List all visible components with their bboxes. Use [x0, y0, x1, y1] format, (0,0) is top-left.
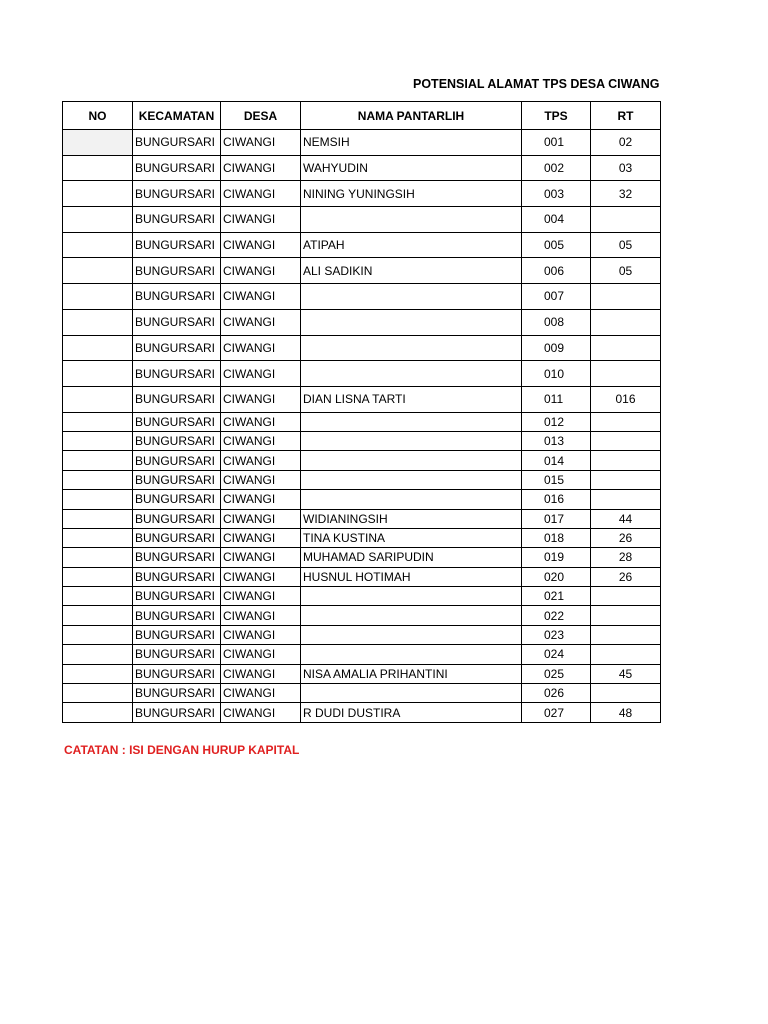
cell-nama-pantarlih	[301, 207, 522, 233]
table-row	[63, 528, 661, 547]
table-row	[63, 703, 661, 722]
cell-nama-pantarlih: MUHAMAD SARIPUDIN	[301, 548, 522, 567]
cell-nama-pantarlih: DIAN LISNA TARTI	[301, 386, 522, 412]
table-row	[63, 664, 661, 683]
cell-desa: CIWANGI	[221, 625, 301, 644]
cell-kecamatan: BUNGURSARI	[133, 490, 221, 509]
cell-desa: CIWANGI	[221, 664, 301, 683]
cell-no	[63, 361, 133, 387]
cell-kecamatan: BUNGURSARI	[133, 335, 221, 361]
cell-nama-pantarlih: WIDIANINGSIH	[301, 509, 522, 528]
table-row	[63, 470, 661, 489]
cell-tps: 007	[522, 284, 591, 310]
cell-no	[63, 664, 133, 683]
cell-no	[63, 528, 133, 547]
cell-tps: 020	[522, 567, 591, 586]
cell-tps: 014	[522, 451, 591, 470]
cell-rt	[591, 361, 661, 387]
cell-rt: 05	[591, 258, 661, 284]
cell-kecamatan: BUNGURSARI	[133, 684, 221, 703]
cell-kecamatan: BUNGURSARI	[133, 625, 221, 644]
cell-rt	[591, 684, 661, 703]
cell-desa: CIWANGI	[221, 258, 301, 284]
cell-nama-pantarlih: HUSNUL HOTIMAH	[301, 567, 522, 586]
cell-nama-pantarlih: ALI SADIKIN	[301, 258, 522, 284]
cell-rt	[591, 207, 661, 233]
cell-nama-pantarlih	[301, 412, 522, 431]
cell-nama-pantarlih: NEMSIH	[301, 130, 522, 156]
cell-desa: CIWANGI	[221, 567, 301, 586]
cell-no	[63, 284, 133, 310]
cell-kecamatan: BUNGURSARI	[133, 645, 221, 664]
cell-tps: 022	[522, 606, 591, 625]
cell-no	[63, 490, 133, 509]
cell-no	[63, 386, 133, 412]
cell-tps: 012	[522, 412, 591, 431]
cell-nama-pantarlih	[301, 431, 522, 450]
cell-no	[63, 335, 133, 361]
cell-nama-pantarlih	[301, 587, 522, 606]
cell-tps: 016	[522, 490, 591, 509]
cell-no	[63, 155, 133, 181]
cell-nama-pantarlih: WAHYUDIN	[301, 155, 522, 181]
cell-desa: CIWANGI	[221, 470, 301, 489]
header-no: NO	[63, 102, 133, 130]
cell-tps: 009	[522, 335, 591, 361]
cell-rt: 03	[591, 155, 661, 181]
cell-rt	[591, 451, 661, 470]
cell-tps: 013	[522, 431, 591, 450]
header-rt: RT	[591, 102, 661, 130]
cell-rt	[591, 431, 661, 450]
cell-desa: CIWANGI	[221, 412, 301, 431]
table-header-row	[63, 102, 661, 130]
cell-nama-pantarlih	[301, 606, 522, 625]
table-row	[63, 284, 661, 310]
cell-desa: CIWANGI	[221, 509, 301, 528]
cell-no	[63, 470, 133, 489]
cell-nama-pantarlih	[301, 361, 522, 387]
cell-kecamatan: BUNGURSARI	[133, 431, 221, 450]
table-row	[63, 361, 661, 387]
cell-rt	[591, 587, 661, 606]
cell-desa: CIWANGI	[221, 490, 301, 509]
table-row	[63, 309, 661, 335]
cell-nama-pantarlih: TINA KUSTINA	[301, 528, 522, 547]
cell-nama-pantarlih: ATIPAH	[301, 232, 522, 258]
cell-tps: 021	[522, 587, 591, 606]
cell-desa: CIWANGI	[221, 309, 301, 335]
cell-nama-pantarlih	[301, 490, 522, 509]
cell-nama-pantarlih: R DUDI DUSTIRA	[301, 703, 522, 722]
cell-rt: 32	[591, 181, 661, 207]
cell-kecamatan: BUNGURSARI	[133, 284, 221, 310]
cell-rt: 28	[591, 548, 661, 567]
cell-rt: 44	[591, 509, 661, 528]
cell-rt	[591, 309, 661, 335]
table-row	[63, 509, 661, 528]
cell-rt	[591, 645, 661, 664]
document-title: POTENSIAL ALAMAT TPS DESA CIWANG	[413, 77, 660, 91]
table-row	[63, 412, 661, 431]
cell-nama-pantarlih	[301, 309, 522, 335]
cell-tps: 011	[522, 386, 591, 412]
cell-desa: CIWANGI	[221, 335, 301, 361]
cell-no	[63, 130, 133, 156]
cell-no	[63, 258, 133, 284]
table-row	[63, 548, 661, 567]
cell-tps: 005	[522, 232, 591, 258]
cell-nama-pantarlih	[301, 470, 522, 489]
cell-tps: 002	[522, 155, 591, 181]
table-row	[63, 155, 661, 181]
cell-no	[63, 181, 133, 207]
cell-nama-pantarlih: NINING YUNINGSIH	[301, 181, 522, 207]
cell-rt	[591, 490, 661, 509]
cell-no	[63, 606, 133, 625]
cell-tps: 017	[522, 509, 591, 528]
cell-nama-pantarlih: NISA AMALIA PRIHANTINI	[301, 664, 522, 683]
cell-kecamatan: BUNGURSARI	[133, 703, 221, 722]
cell-desa: CIWANGI	[221, 181, 301, 207]
cell-rt: 26	[591, 567, 661, 586]
cell-kecamatan: BUNGURSARI	[133, 361, 221, 387]
header-tps: TPS	[522, 102, 591, 130]
cell-kecamatan: BUNGURSARI	[133, 451, 221, 470]
cell-rt	[591, 412, 661, 431]
cell-desa: CIWANGI	[221, 684, 301, 703]
cell-kecamatan: BUNGURSARI	[133, 130, 221, 156]
cell-desa: CIWANGI	[221, 386, 301, 412]
table-row	[63, 490, 661, 509]
cell-kecamatan: BUNGURSARI	[133, 567, 221, 586]
header-kecamatan: KECAMATAN	[133, 102, 221, 130]
table-row	[63, 181, 661, 207]
cell-tps: 001	[522, 130, 591, 156]
cell-rt: 016	[591, 386, 661, 412]
cell-kecamatan: BUNGURSARI	[133, 470, 221, 489]
table-row	[63, 606, 661, 625]
cell-kecamatan: BUNGURSARI	[133, 664, 221, 683]
cell-desa: CIWANGI	[221, 587, 301, 606]
table-row	[63, 625, 661, 644]
table-row	[63, 684, 661, 703]
cell-tps: 025	[522, 664, 591, 683]
cell-desa: CIWANGI	[221, 155, 301, 181]
cell-tps: 023	[522, 625, 591, 644]
cell-nama-pantarlih	[301, 284, 522, 310]
cell-desa: CIWANGI	[221, 130, 301, 156]
cell-no	[63, 703, 133, 722]
cell-kecamatan: BUNGURSARI	[133, 258, 221, 284]
cell-rt	[591, 470, 661, 489]
table-row	[63, 567, 661, 586]
header-desa: DESA	[221, 102, 301, 130]
cell-tps: 015	[522, 470, 591, 489]
cell-nama-pantarlih	[301, 684, 522, 703]
cell-rt: 26	[591, 528, 661, 547]
cell-desa: CIWANGI	[221, 703, 301, 722]
cell-no	[63, 412, 133, 431]
cell-rt	[591, 335, 661, 361]
cell-rt: 05	[591, 232, 661, 258]
table-row	[63, 587, 661, 606]
cell-kecamatan: BUNGURSARI	[133, 587, 221, 606]
cell-rt	[591, 625, 661, 644]
cell-tps: 026	[522, 684, 591, 703]
cell-kecamatan: BUNGURSARI	[133, 232, 221, 258]
cell-kecamatan: BUNGURSARI	[133, 386, 221, 412]
table-row	[63, 335, 661, 361]
cell-kecamatan: BUNGURSARI	[133, 309, 221, 335]
cell-tps: 027	[522, 703, 591, 722]
cell-kecamatan: BUNGURSARI	[133, 548, 221, 567]
cell-rt	[591, 606, 661, 625]
cell-desa: CIWANGI	[221, 207, 301, 233]
cell-no	[63, 625, 133, 644]
cell-kecamatan: BUNGURSARI	[133, 207, 221, 233]
cell-kecamatan: BUNGURSARI	[133, 528, 221, 547]
cell-desa: CIWANGI	[221, 431, 301, 450]
cell-tps: 018	[522, 528, 591, 547]
cell-no	[63, 207, 133, 233]
cell-desa: CIWANGI	[221, 232, 301, 258]
cell-kecamatan: BUNGURSARI	[133, 181, 221, 207]
cell-nama-pantarlih	[301, 335, 522, 361]
cell-desa: CIWANGI	[221, 451, 301, 470]
cell-desa: CIWANGI	[221, 528, 301, 547]
cell-no	[63, 232, 133, 258]
table-row	[63, 207, 661, 233]
cell-desa: CIWANGI	[221, 361, 301, 387]
table-row	[63, 451, 661, 470]
cell-kecamatan: BUNGURSARI	[133, 606, 221, 625]
cell-nama-pantarlih	[301, 451, 522, 470]
cell-tps: 024	[522, 645, 591, 664]
cell-tps: 003	[522, 181, 591, 207]
cell-nama-pantarlih	[301, 625, 522, 644]
cell-kecamatan: BUNGURSARI	[133, 509, 221, 528]
cell-tps: 008	[522, 309, 591, 335]
table-row	[63, 130, 661, 156]
cell-no	[63, 548, 133, 567]
cell-nama-pantarlih	[301, 645, 522, 664]
cell-desa: CIWANGI	[221, 284, 301, 310]
tps-table	[62, 101, 661, 723]
cell-no	[63, 645, 133, 664]
table-row	[63, 431, 661, 450]
cell-no	[63, 509, 133, 528]
cell-rt: 45	[591, 664, 661, 683]
cell-kecamatan: BUNGURSARI	[133, 412, 221, 431]
cell-tps: 006	[522, 258, 591, 284]
cell-rt: 02	[591, 130, 661, 156]
table-row	[63, 258, 661, 284]
cell-no	[63, 309, 133, 335]
cell-no	[63, 451, 133, 470]
cell-desa: CIWANGI	[221, 606, 301, 625]
cell-desa: CIWANGI	[221, 645, 301, 664]
cell-no	[63, 684, 133, 703]
cell-tps: 019	[522, 548, 591, 567]
cell-kecamatan: BUNGURSARI	[133, 155, 221, 181]
cell-desa: CIWANGI	[221, 548, 301, 567]
cell-rt: 48	[591, 703, 661, 722]
note-text: CATATAN : ISI DENGAN HURUP KAPITAL	[64, 743, 300, 757]
cell-no	[63, 431, 133, 450]
cell-no	[63, 587, 133, 606]
cell-rt	[591, 284, 661, 310]
table-row	[63, 232, 661, 258]
table-row	[63, 386, 661, 412]
cell-no	[63, 567, 133, 586]
header-nama-pantarlih: NAMA PANTARLIH	[301, 102, 522, 130]
cell-tps: 010	[522, 361, 591, 387]
cell-tps: 004	[522, 207, 591, 233]
table-body	[63, 130, 661, 723]
table-row	[63, 645, 661, 664]
